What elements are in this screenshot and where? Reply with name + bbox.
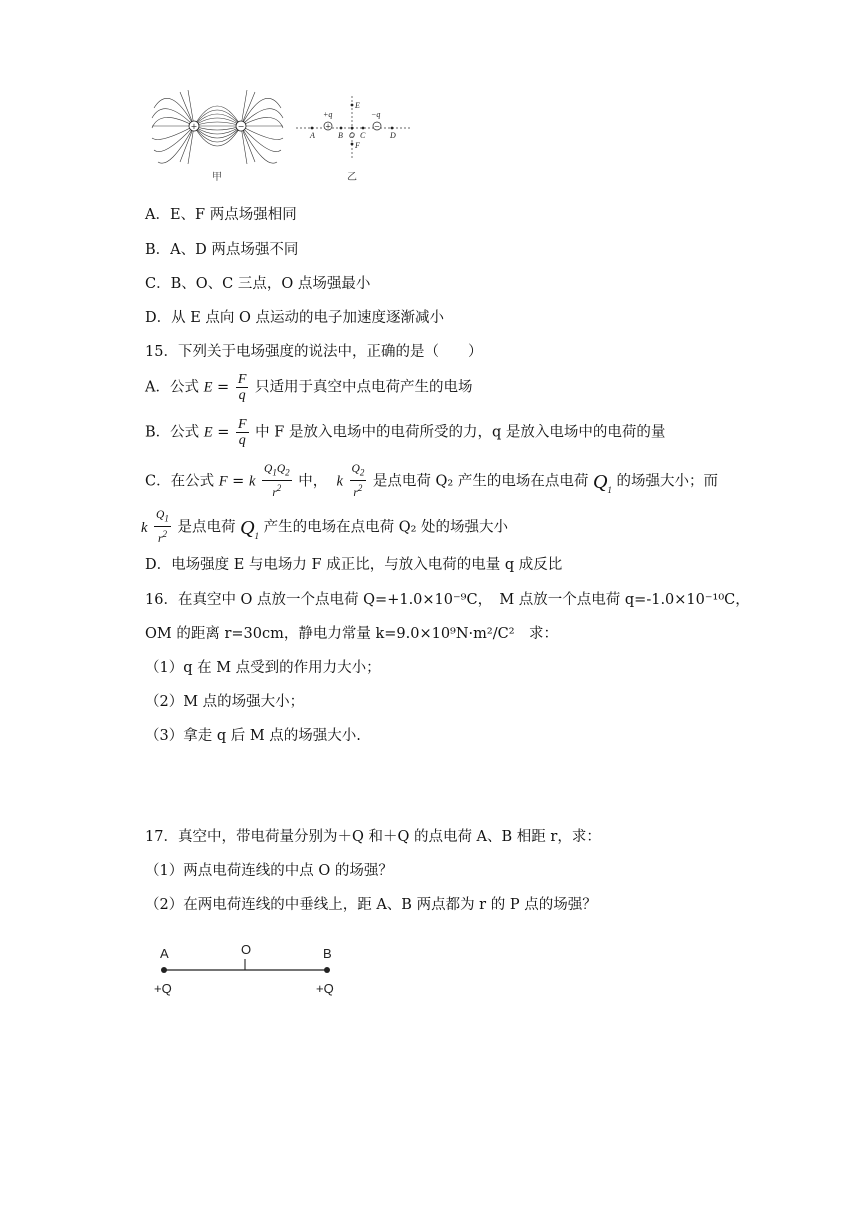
q15-a-prefix: A．公式 [145,379,199,396]
figure-label-yi: 乙 [347,172,357,183]
formula-q1-over-r2: $\frac{Q_1}{r^2}$ [156,509,169,546]
q15-c-prefix: C．在公式 [145,473,215,490]
label-charge-b: +Q [316,981,334,996]
charge-b-dot [324,967,330,973]
label-b: B [323,946,332,961]
dipole-field-lines [150,88,285,168]
formula-q2-over-r2: $\frac{Q_2}{r^2}$ [351,463,365,500]
dipole-field-figure [150,88,285,168]
points-diagram-figure [294,92,412,160]
svg-text:−: − [374,122,380,131]
figure-label-jia: 甲 [212,172,222,183]
q15-option-d: D．电场强度 E 与电场力 F 成正比，与放入电荷的电量 q 成反比 [145,557,563,573]
q15-c-mid2: 是点电荷 Q₂ 产生的电场在点电荷 [372,473,589,490]
q15-option-b: B．公式 E = $\frac{F}{q}$ 中 F 是放入电场中的电荷所受的力，q 是放入电场中的电荷的量 [145,417,666,448]
formula-q1q2-over-r2: $\frac{Q_1Q_2}{r^2}$ [264,463,290,500]
label-A: A [310,131,315,140]
points-diagram [294,92,412,160]
svg-text:−: − [237,122,245,131]
q15-c-post: 的场强大小；而 [616,473,719,490]
label-a: A [160,946,169,961]
q16-part3: （3）拿走 q 后 M 点的场强大小. [145,728,361,744]
formula-e-eq: E [203,379,213,396]
label-C: C [360,131,366,140]
label-plus-q: +q [323,110,333,119]
q15-c2-post: 产生的电场在点电荷 Q₂ 处的场强大小 [263,519,509,536]
q15-option-c-line2: k $\frac{Q_1}{r^2}$ 是点电荷 $Q_1$ 产生的电场在点电荷 Q₂ 处的场强大小 [141,509,509,546]
q15-option-a: A．公式 E = $\frac{F}{q}$ 只适用于真空中点电荷产生的电场 [145,372,473,403]
formula-e-eq-b: E [203,424,213,441]
label-B: B [338,131,343,140]
q15-c2-mid: 是点电荷 [177,519,236,536]
q16-part2: （2）M 点的场强大小； [145,694,305,710]
q15-stem: 15．下列关于电场强度的说法中，正确的是（ ） [145,344,483,360]
label-charge-a: +Q [154,981,172,996]
q14-option-d: D．从 E 点向 O 点运动的电子加速度逐渐减小 [145,310,445,326]
q15-c-mid1: 中， [298,473,328,490]
q15-a-suffix: 只适用于真空中点电荷产生的电场 [255,379,473,396]
formula-coulomb: F [218,473,228,490]
q17-part1: （1）两点电荷连线的中点 O 的场强？ [145,863,393,879]
label-D: D [390,131,396,140]
svg-text:+: + [325,122,331,131]
q16-line1: 16．在真空中 O 点放一个点电荷 Q=+1.0×10⁻⁹C， M 点放一个点电荷 q=-1.0×10⁻¹⁰C， [145,592,750,608]
q16-line2: OM 的距离 r=30cm，静电力常量 k=9.0×10⁹N·m²/C² 求： [145,626,559,642]
formula-f-over-q: $\frac{F}{q}$ [237,372,247,403]
q15-b-prefix: B．公式 [145,424,200,441]
label-E: E [355,101,360,110]
two-charges-figure [150,940,350,1004]
q17-part2: （2）在两电荷连线的中垂线上，距 A、B 两点都为 r 的 P 点的场强？ [145,897,597,913]
label-o: O [241,942,252,957]
two-charges-diagram [150,940,350,1004]
symbol-q1: $Q_1$ [592,470,612,495]
q16-part1: （1）q 在 M 点受到的作用力大小； [145,660,381,676]
label-F: F [355,141,360,150]
charge-a-dot [161,967,167,973]
formula-f-over-q-b: $\frac{F}{q}$ [238,417,247,448]
q14-option-c: C．B、O、C 三点，O 点场强最小 [145,276,371,292]
svg-text:+: + [190,122,198,131]
label-O: O [349,131,355,140]
q15-option-c-line1: C．在公式 F = k $\frac{Q_1Q_2}{r^2}$ 中， k $\frac{Q_2}{r^2}$ 是点电荷 Q₂ 产生的电场在点电荷 $Q_1$ 的场强大小；而 [145,463,719,500]
symbol-q1-b: $Q_1$ [240,516,260,541]
q17-stem: 17．真空中，带电荷量分别为＋Q 和＋Q 的点电荷 A、B 相距 r，求： [145,829,601,845]
label-minus-q: −q [371,110,381,119]
q14-option-b: B．A、D 两点场强不同 [145,242,299,258]
q15-b-suffix: 中 F 是放入电场中的电荷所受的力，q 是放入电场中的电荷的量 [255,424,666,441]
q14-option-a: A．E、F 两点场强相同 [145,207,297,223]
